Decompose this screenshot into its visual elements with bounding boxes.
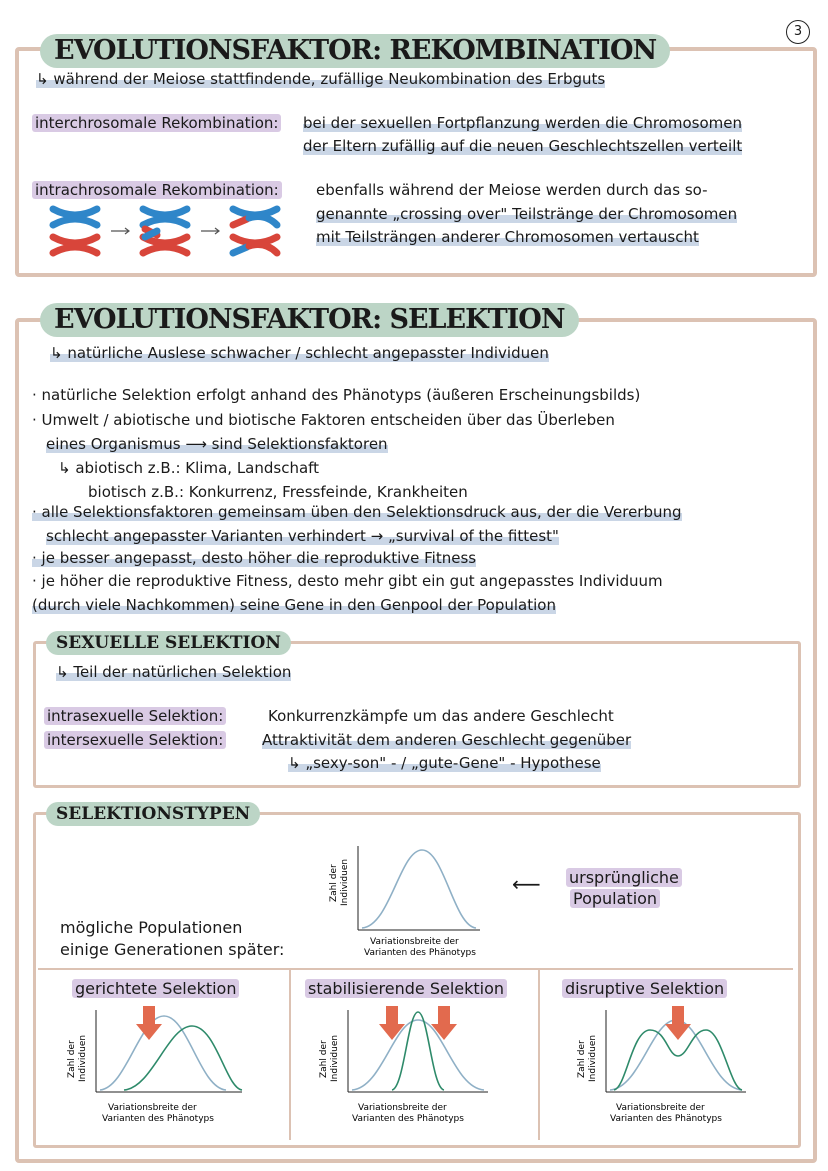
x-axis-label-2: Varianten des Phänotyps bbox=[610, 1114, 722, 1124]
typen-divider-vertical-2 bbox=[538, 970, 540, 1140]
typen-divider-vertical-1 bbox=[289, 970, 291, 1140]
y-axis-label-2: Individuen bbox=[340, 858, 350, 906]
intersexuell-text: Attraktivität dem anderen Geschlecht gegenüber bbox=[262, 731, 632, 749]
selektion-title: EVOLUTIONSFAKTOR: SELEKTION bbox=[40, 303, 579, 337]
x-axis-label-2: Varianten des Phänotyps bbox=[352, 1114, 464, 1124]
bullet-2c: ↳ abiotisch z.B.: Klima, Landschaft bbox=[58, 459, 320, 477]
crossing-over-illustration bbox=[45, 203, 295, 263]
possible-populations-2: einige Generationen später: bbox=[60, 940, 285, 959]
original-population-graph bbox=[320, 840, 520, 965]
hypothese-text: ↳ „sexy-son" - / „gute-Gene" - Hypothese bbox=[288, 754, 601, 772]
page-number: 3 bbox=[786, 20, 810, 44]
bullet-1: · natürliche Selektion erfolgt anhand des Phänotyps (äußeren Erscheinungsbilds) bbox=[32, 386, 641, 404]
selektion-intro: ↳ natürliche Auslese schwacher / schlecht angepasster Individuen bbox=[50, 344, 549, 362]
gerichtete-graph bbox=[60, 1000, 260, 1130]
y-axis-label-1: Zahl der bbox=[319, 1040, 329, 1078]
x-axis-label-1: Variationsbreite der bbox=[616, 1103, 705, 1113]
inter-label: interchrosomale Rekombination: bbox=[32, 114, 281, 132]
bullet-3a: · alle Selektionsfaktoren gemeinsam üben den Selektionsdruck aus, der die Vererbung bbox=[32, 503, 682, 521]
bullet-5b: (durch viele Nachkommen) seine Gene in den Genpool der Population bbox=[32, 596, 556, 614]
gerichtete-label: gerichtete Selektion bbox=[72, 979, 239, 998]
inter-text-2: der Eltern zufällig auf die neuen Geschlechtszellen verteilt bbox=[303, 137, 743, 155]
stabilisierende-label: stabilisierende Selektion bbox=[305, 979, 507, 998]
bullet-5a: · je höher die reproduktive Fitness, desto mehr gibt ein gut angepasstes Individuum bbox=[32, 572, 663, 590]
x-axis-label-2: Varianten des Phänotyps bbox=[102, 1114, 214, 1124]
disruptive-label: disruptive Selektion bbox=[562, 979, 727, 998]
intersexuell-label: intersexuelle Selektion: bbox=[44, 731, 226, 749]
bullet-4: · je besser angepasst, desto höher die reproduktive Fitness bbox=[32, 549, 477, 567]
original-label-2: Population bbox=[570, 889, 660, 908]
y-axis-label-2: Individuen bbox=[78, 1034, 88, 1082]
y-axis-label-1: Zahl der bbox=[329, 864, 339, 902]
sexuelle-intro: ↳ Teil der natürlichen Selektion bbox=[56, 663, 292, 681]
x-axis-label-2: Varianten des Phänotyps bbox=[364, 948, 476, 958]
narrowed-curve bbox=[392, 1012, 444, 1090]
x-axis-label-1: Variationsbreite der bbox=[370, 937, 459, 947]
intra-text-3: mit Teilsträngen anderer Chromosomen vertauscht bbox=[316, 228, 699, 246]
typen-title: SELEKTIONSTYPEN bbox=[46, 802, 260, 826]
intrasexuell-text: Konkurrenzkämpfe um das andere Geschlecht bbox=[268, 707, 614, 725]
typen-divider-horizontal bbox=[38, 968, 793, 970]
sexuelle-title: SEXUELLE SELEKTION bbox=[46, 631, 291, 655]
chromosome-pair-2 bbox=[143, 209, 187, 253]
bullet-3b: schlecht angepasster Varianten verhindert → „survival of the fittest" bbox=[46, 527, 559, 545]
y-axis-label-1: Zahl der bbox=[577, 1040, 587, 1078]
x-axis-label-1: Variationsbreite der bbox=[108, 1103, 197, 1113]
original-curve bbox=[352, 1020, 484, 1090]
selection-arrow bbox=[136, 1006, 162, 1040]
disruptive-graph bbox=[570, 1000, 770, 1130]
intra-text-2: genannte „crossing over" Teilstränge der Chromosomen bbox=[316, 205, 738, 223]
y-axis-label-2: Individuen bbox=[330, 1034, 340, 1082]
x-axis-label-1: Variationsbreite der bbox=[358, 1103, 447, 1113]
original-arrow: ⟵ bbox=[512, 872, 541, 896]
bullet-2d: biotisch z.B.: Konkurrenz, Fressfeinde, Krankheiten bbox=[88, 483, 468, 501]
intra-text-1: ebenfalls während der Meiose werden durch das so- bbox=[316, 181, 708, 199]
bullet-2b: eines Organismus ⟶ sind Selektionsfaktoren bbox=[46, 435, 388, 453]
intrasexuell-label: intrasexuelle Selektion: bbox=[44, 707, 226, 725]
stabilisierende-graph bbox=[312, 1000, 512, 1130]
selection-arrow-right bbox=[431, 1006, 457, 1040]
original-curve bbox=[362, 850, 476, 928]
selection-arrow-left bbox=[379, 1006, 405, 1040]
rekombination-intro: ↳ während der Meiose stattfindende, zufällige Neukombination des Erbguts bbox=[36, 70, 606, 88]
possible-populations-1: mögliche Populationen bbox=[60, 918, 243, 937]
arrow-1 bbox=[111, 228, 129, 234]
chromosome-pair-3 bbox=[233, 209, 277, 253]
arrow-2 bbox=[201, 228, 219, 234]
y-axis-label-1: Zahl der bbox=[67, 1040, 77, 1078]
rekombination-title: EVOLUTIONSFAKTOR: REKOMBINATION bbox=[40, 34, 670, 68]
original-label-1: ursprüngliche bbox=[566, 868, 682, 887]
bullet-2a: · Umwelt / abiotische und biotische Faktoren entscheiden über das Überleben bbox=[32, 411, 615, 429]
y-axis-label-2: Individuen bbox=[588, 1034, 598, 1082]
intra-label: intrachrosomale Rekombination: bbox=[32, 181, 282, 199]
inter-text-1: bei der sexuellen Fortpflanzung werden die Chromosomen bbox=[303, 114, 742, 132]
chromosome-pair-1 bbox=[53, 209, 97, 253]
